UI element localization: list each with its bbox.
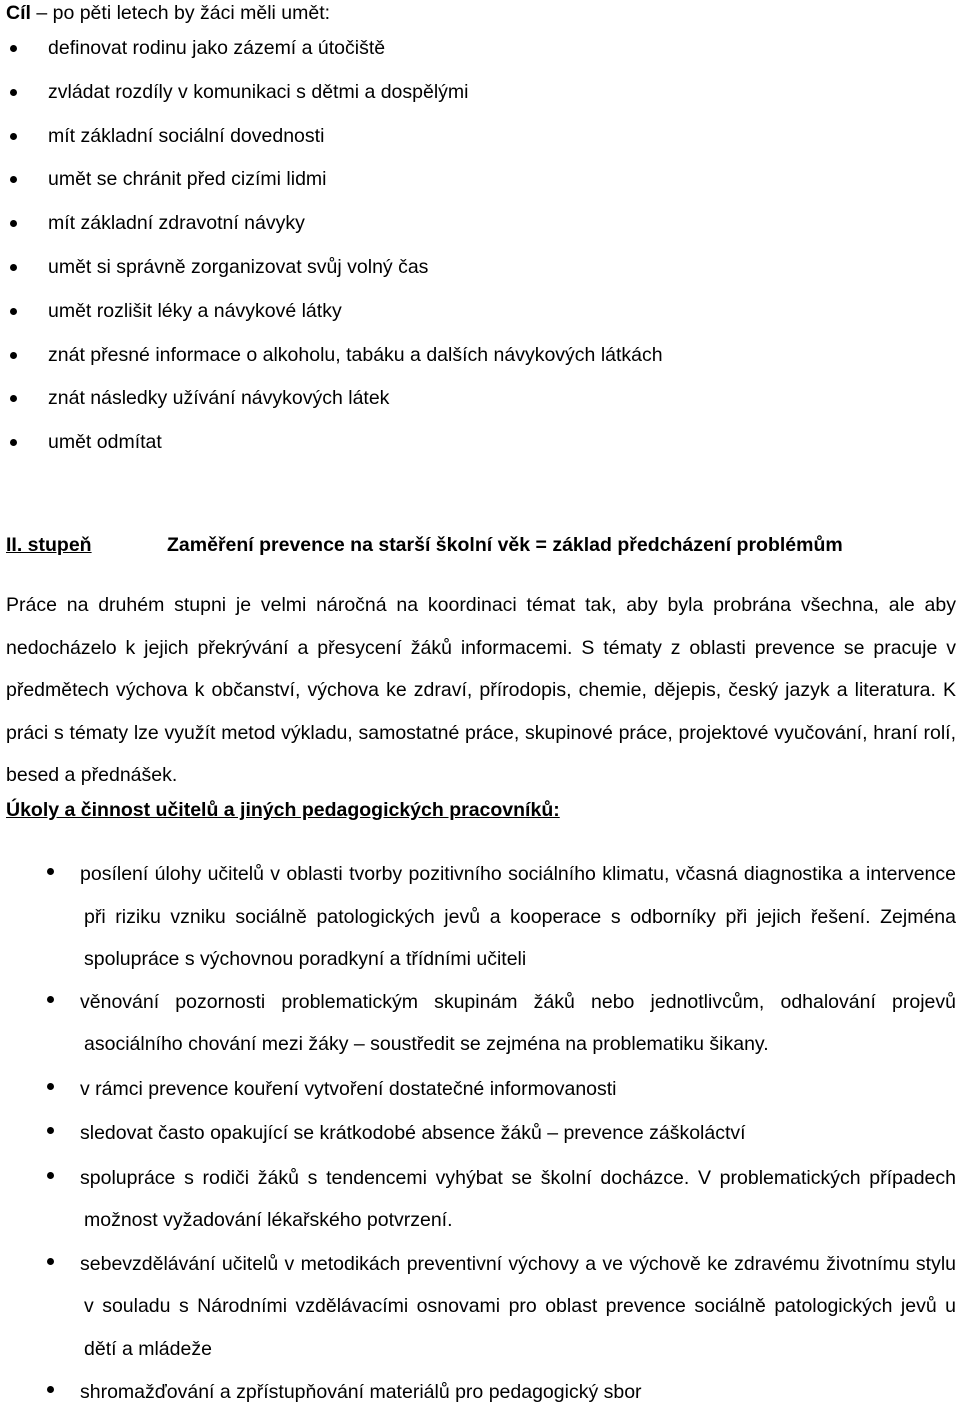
goal-item-text: definovat rodinu jako zázemí a útočiště (48, 37, 386, 59)
bullet-icon (47, 996, 54, 1003)
goal-item-text: znát následky užívání návykových látek (48, 387, 390, 410)
goals-title-rest: – po pěti letech by žáci měli umět: (30, 2, 331, 24)
goal-item (0, 254, 960, 298)
goal-item (0, 79, 960, 123)
bullet-icon (10, 220, 17, 227)
task-item (0, 853, 960, 981)
bullet-icon (47, 868, 54, 875)
task-item-text: sebevzdělávání učitelů v metodikách preventivní výchovy a ve výchově ke zdravému životnímu stylu v souladu s Národními vzdělávacími osnovami pro oblast prevence sociálně patologických jevů u dětí a mládeže (80, 1252, 956, 1360)
bullet-icon (10, 439, 17, 446)
task-item-text: shromažďování a zpřístupňování materiálů pro pedagogický sbor (80, 1381, 642, 1403)
bullet-icon (10, 133, 17, 140)
goal-item (0, 123, 960, 167)
bullet-icon (47, 1258, 54, 1265)
tasks-heading: Úkoly a činnost učitelů a jiných pedagogických pracovníků: (6, 799, 560, 821)
bullet-icon (10, 264, 17, 271)
stage-focus-heading: Zaměření prevence na starší školní věk = základ předcházení problémům (167, 534, 843, 556)
bullet-icon (10, 308, 17, 315)
goal-item (0, 429, 960, 473)
task-item-text: věnování pozornosti problematickým skupinám žáků nebo jednotlivcům, odhalování projevů asociálního chování mezi žáky – soustředit se zejména na problematiku šikany. (80, 990, 956, 1055)
goals-title-bold: Cíl (6, 2, 31, 24)
bullet-icon (47, 1386, 54, 1393)
goal-item (0, 385, 960, 429)
goals-title (6, 0, 330, 26)
goal-item-text: zvládat rozdíly v komunikaci s dětmi a dospělými (48, 80, 469, 103)
stage-label: II. stupeň (6, 534, 92, 556)
goal-item-text: umět si správně zorganizovat svůj volný čas (48, 255, 429, 278)
task-item (0, 1371, 960, 1414)
task-item (0, 1068, 960, 1111)
bullet-icon (10, 395, 17, 402)
stage-paragraph: Práce na druhém stupni je velmi náročná na koordinaci témat tak, aby byla probrána všechna, ale aby nedocházelo k jejich překrývání a přesycení žáků informacemi. S tématy z oblasti prevence se pracuje v předmětech výchova k občanství, výchova ke zdraví, přírodopis, chemie, dějepis, český jazyk a literatura. K práci s tématy lze využít metod výkladu, samostatné práce, skupinové práce, projektové vyučování, hraní rolí, besed a přednášek. (6, 594, 956, 786)
goal-item-text: mít základní sociální dovednosti (48, 124, 325, 147)
task-item (0, 1157, 960, 1242)
task-item (0, 1243, 960, 1371)
bullet-icon (47, 1127, 54, 1134)
goal-item (0, 342, 960, 386)
bullet-icon (10, 176, 17, 183)
tasks-list (0, 853, 960, 1414)
task-item-text: posílení úlohy učitelů v oblasti tvorby pozitivního sociálního klimatu, včasná diagnostika a intervence při riziku vzniku sociálně patologických jevů a kooperace s odborníky při jejich řešení. Zejména spolupráce s výchovnou poradkyní a třídními učiteli (80, 863, 956, 970)
task-item-text: sledovat často opakující se krátkodobé absence žáků – prevence záškoláctví (80, 1122, 746, 1144)
task-item-text: spolupráce s rodiči žáků s tendencemi vyhýbat se školní docházce. V problematických případech možnost vyžadování lékařského potvrzení. (80, 1166, 956, 1231)
task-item-text: v rámci prevence kouření vytvoření dostatečné informovanosti (80, 1077, 617, 1100)
goal-item (0, 298, 960, 342)
goal-item (0, 166, 960, 210)
goal-item (0, 35, 960, 79)
task-item (0, 1112, 960, 1155)
bullet-icon (10, 89, 17, 96)
bullet-icon (47, 1083, 54, 1090)
goal-item-text: znát přesné informace o alkoholu, tabáku a dalších návykových látkách (48, 343, 663, 366)
goals-list (0, 35, 960, 473)
goal-item-text: umět odmítat (48, 431, 162, 454)
goal-item-text: umět se chránit před cizími lidmi (48, 168, 327, 191)
bullet-icon (10, 45, 17, 52)
goal-item-text: mít základní zdravotní návyky (48, 212, 305, 235)
bullet-icon (47, 1172, 54, 1179)
bullet-icon (10, 352, 17, 359)
task-item (0, 981, 960, 1066)
goal-item (0, 210, 960, 254)
goal-item-text: umět rozlišit léky a návykové látky (48, 299, 342, 322)
